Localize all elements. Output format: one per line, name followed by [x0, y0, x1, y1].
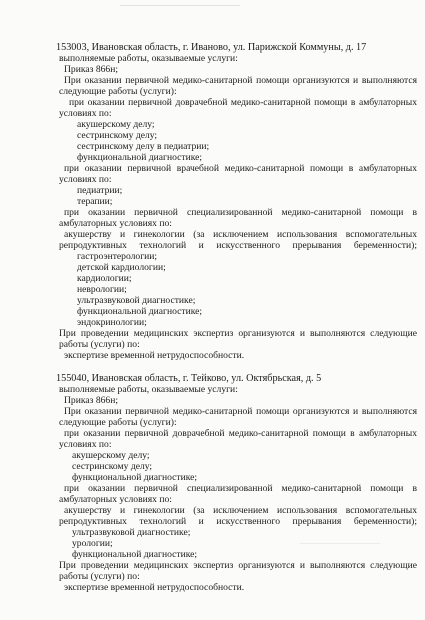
scan-artifact — [120, 5, 240, 6]
document-line: экспертизе временной нетрудоспособности. — [64, 582, 245, 593]
document-line: работы (услуги) по: — [59, 339, 140, 350]
document-line: экспертизе временной нетрудоспособности. — [64, 350, 245, 361]
document-line: При проведении медицинских экспертиз организуются и выполняются следующие — [59, 328, 417, 339]
document-line: следующие работы (услуги): — [59, 86, 177, 97]
document-line: сестринскому делу в педиатрии; — [77, 141, 210, 152]
document-line: амбулаторных условиях по: — [59, 494, 172, 505]
document-line: акушерству и гинекологии (за исключением использования вспомогательных — [64, 505, 417, 516]
document-line: педиатрии; — [77, 185, 123, 196]
document-line: репродуктивных технологий и искусственного прерывания беременности); — [59, 240, 417, 251]
document-line: ультразвуковой диагностике; — [72, 527, 191, 538]
document-line: эндокринологии; — [77, 317, 147, 328]
section-address: 155040, Ивановская область, г. Тейково, ул. Октябрьская, д. 5 — [56, 373, 322, 384]
document-line: При оказании первичной медико-санитарной помощи организуются и выполняются — [64, 406, 417, 417]
document-line: акушерскому делу; — [72, 450, 150, 461]
document-line: выполняемые работы, оказываемые услуги: — [59, 384, 238, 395]
document-line: при оказании первичной доврачебной медико-санитарной помощи в амбулаторных — [69, 97, 417, 108]
document-line: акушерскому делу; — [77, 119, 155, 130]
document-line: при оказании первичной специализированной медико-санитарной помощи в — [64, 207, 417, 218]
document-line: акушерству и гинекологии (за исключением использования вспомогательных — [64, 229, 417, 240]
document-line: Приказ 866н; — [64, 64, 119, 75]
document-line: выполняемые работы, оказываемые услуги: — [59, 53, 238, 64]
document-line: терапии; — [77, 196, 113, 207]
document-line: следующие работы (услуги): — [59, 417, 177, 428]
document-line: амбулаторных условиях по: — [59, 218, 172, 229]
document-line: ультразвуковой диагностике; — [77, 295, 196, 306]
document-line: При проведении медицинских экспертиз организуются и выполняются следующие — [59, 560, 417, 571]
document-line: при оказании первичной врачебной медико-санитарной помощи в амбулаторных — [64, 163, 417, 174]
scan-artifact — [300, 543, 380, 544]
document-line: функциональной диагностике; — [77, 306, 203, 317]
document-line: сестринскому делу; — [72, 461, 153, 472]
document-line: Приказ 866н; — [64, 395, 119, 406]
section-address: 153003, Ивановская область, г. Иваново, ул. Парижской Коммуны, д. 17 — [56, 42, 367, 53]
document-line: работы (услуги) по: — [59, 571, 140, 582]
document-line: гастроэнтерологии; — [77, 251, 158, 262]
document-line: при оказании первичной доврачебной медико-санитарной помощи в амбулаторных — [64, 428, 417, 439]
document-line: функциональной диагностике; — [77, 152, 203, 163]
document-line: функциональной диагностике; — [72, 472, 198, 483]
document-line: детской кардиологии; — [77, 262, 166, 273]
document-line: При оказании первичной медико-санитарной помощи организуются и выполняются — [64, 75, 417, 86]
document-line: функциональной диагностике; — [72, 549, 198, 560]
document-line: репродуктивных технологий и искусственного прерывания беременности); — [59, 516, 417, 527]
document-line: условиях по: — [59, 108, 112, 119]
document-line: условиях по: — [59, 439, 112, 450]
document-line: урологии; — [72, 538, 113, 549]
document-line: неврологии; — [77, 284, 127, 295]
document-line: кардиологии; — [77, 273, 132, 284]
document-line: условиях по: — [59, 174, 112, 185]
document-line: при оказании первичной специализированной медико-санитарной помощи в — [64, 483, 417, 494]
document-line: сестринскому делу; — [77, 130, 158, 141]
